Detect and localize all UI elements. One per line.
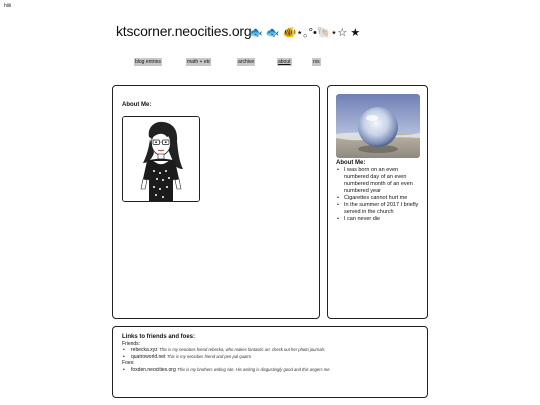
links-heading: Links to friends and foes: <box>122 334 196 340</box>
fact-item: • I was born on an even numbered day of an even numbered month of an even numbered year <box>336 167 424 195</box>
friend-description: This is my neocities friend rebecka, who makes fantastic art. check out her photo journals <box>159 347 325 353</box>
about-facts <box>336 160 424 223</box>
about-heading: About Me: <box>122 102 152 108</box>
fact-item: • In the summer of 2017 I briefly served in the church <box>336 202 424 216</box>
nav-link-about[interactable]: about <box>278 59 291 65</box>
friend-link[interactable]: quatroworld.net <box>131 353 166 360</box>
friend-item <box>122 347 422 354</box>
friends-label: Friends: <box>122 340 141 347</box>
portrait-image <box>122 116 200 202</box>
fact-item: • Cigarettes cannot hurt me <box>336 195 424 202</box>
facts-list <box>336 167 424 223</box>
corner-text: hiiii <box>4 3 12 9</box>
fact-item: • I can never die <box>336 216 424 223</box>
foe-link[interactable]: foxden.neocities.org <box>131 366 176 373</box>
about-main-panel <box>112 85 320 319</box>
nav-link-math-etc[interactable]: math + etc <box>187 59 211 65</box>
friends-list <box>122 347 422 360</box>
crystal-ball-image <box>336 94 420 158</box>
foes-list <box>122 367 422 374</box>
site-title[interactable]: ktscorner.neocities.org <box>116 23 252 39</box>
friend-item <box>122 354 422 361</box>
nav-link-archive[interactable]: archive <box>238 59 255 65</box>
nav-bar <box>0 58 540 68</box>
friend-link[interactable]: rebecka.xyz <box>131 347 158 354</box>
foe-description: This is my brothers writing site. His writing is disgustingly good and this angers me <box>177 366 330 372</box>
friend-description: This is my neocities friend and pen pal quatro <box>166 353 252 359</box>
foes-label: Foes: <box>122 360 135 367</box>
links-panel <box>112 326 428 398</box>
nav-link-rss[interactable]: rss <box>313 59 320 65</box>
foe-item <box>122 367 422 374</box>
about-facts-heading: About Me: <box>336 160 366 166</box>
about-side-panel <box>327 85 428 319</box>
title-decoration: 🐟 🐟 🐠⋆｡°•🐚⋆☆ ★ <box>249 27 361 39</box>
nav-link-blog-entries[interactable]: blog entries <box>135 59 161 65</box>
